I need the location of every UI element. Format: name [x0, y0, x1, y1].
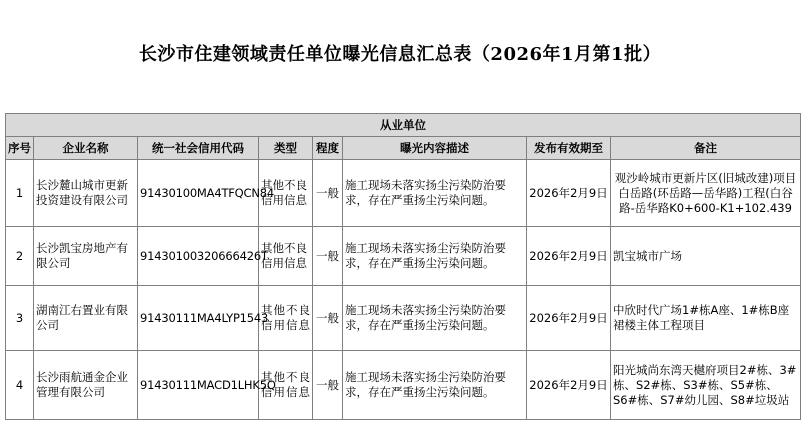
cell-note[interactable]: 阳光城尚东湾天樾府项目2#栋、3#栋、S2#栋、S3#栋、S5#栋、S6#栋、S7#幼儿园、S8#垃圾站	[611, 351, 801, 420]
header-valid-until: 发布有效期至	[527, 137, 611, 160]
cell-no[interactable]: 2	[6, 227, 34, 286]
header-credit-code: 统一社会信用代码	[138, 137, 259, 160]
cell-note[interactable]: 中欣时代广场1#栋A座、1#栋B座裙楼主体工程项目	[611, 286, 801, 351]
cell-no[interactable]: 1	[6, 160, 34, 227]
cell-level[interactable]: 一般	[313, 351, 343, 420]
cell-company[interactable]: 长沙麓山城市更新投资建设有限公司	[34, 160, 138, 227]
cell-no[interactable]: 4	[6, 351, 34, 420]
cell-company[interactable]: 长沙雨航通金企业管理有限公司	[34, 351, 138, 420]
page-title: 长沙市住建领域责任单位曝光信息汇总表（2026年1月第1批）	[138, 44, 662, 65]
cell-company[interactable]: 长沙凯宝房地产有限公司	[34, 227, 138, 286]
header-type: 类型	[259, 137, 313, 160]
cell-type[interactable]: 其他不良信用信息	[259, 351, 313, 420]
cell-no[interactable]: 3	[6, 286, 34, 351]
cell-type[interactable]: 其他不良信用信息	[259, 286, 313, 351]
cell-valid-until[interactable]: 2026年2月9日	[527, 160, 611, 227]
cell-level[interactable]: 一般	[313, 160, 343, 227]
section-label: 从业单位	[6, 114, 801, 137]
cell-description[interactable]: 施工现场未落实扬尘污染防治要求，存在严重扬尘污染问题。	[343, 351, 527, 420]
header-company: 企业名称	[34, 137, 138, 160]
cell-credit-code[interactable]: 91430111MACD1LHK5Q	[138, 351, 259, 420]
cell-valid-until[interactable]: 2026年2月9日	[527, 286, 611, 351]
table-row	[6, 351, 801, 420]
cell-valid-until[interactable]: 2026年2月9日	[527, 351, 611, 420]
cell-type[interactable]: 其他不良信用信息	[259, 227, 313, 286]
table-row	[6, 227, 801, 286]
cell-note[interactable]: 凯宝城市广场	[611, 227, 801, 286]
cell-valid-until[interactable]: 2026年2月9日	[527, 227, 611, 286]
cell-credit-code[interactable]: 91430100320666426T	[138, 227, 259, 286]
header-no: 序号	[6, 137, 34, 160]
table-row	[6, 160, 801, 227]
header-level: 程度	[313, 137, 343, 160]
header-note: 备注	[611, 137, 801, 160]
cell-description[interactable]: 施工现场未落实扬尘污染防治要求，存在严重扬尘污染问题。	[343, 286, 527, 351]
cell-type[interactable]: 其他不良信用信息	[259, 160, 313, 227]
header-description: 曝光内容描述	[343, 137, 527, 160]
section-row	[6, 114, 801, 137]
cell-description[interactable]: 施工现场未落实扬尘污染防治要求，存在严重扬尘污染问题。	[343, 227, 527, 286]
header-row	[6, 137, 801, 160]
table-row	[6, 286, 801, 351]
cell-level[interactable]: 一般	[313, 227, 343, 286]
cell-level[interactable]: 一般	[313, 286, 343, 351]
cell-company[interactable]: 湖南江右置业有限公司	[34, 286, 138, 351]
cell-note[interactable]: 观沙岭城市更新片区(旧城改建)项目白岳路(环岳路—岳华路)工程(白谷路-岳华路K0+600-K1+102.439	[611, 160, 801, 227]
cell-description[interactable]: 施工现场未落实扬尘污染防治要求，存在严重扬尘污染问题。	[343, 160, 527, 227]
cell-credit-code[interactable]: 91430100MA4TFQCN84	[138, 160, 259, 227]
exposure-table	[5, 113, 801, 420]
cell-credit-code[interactable]: 91430111MA4LYP1543	[138, 286, 259, 351]
